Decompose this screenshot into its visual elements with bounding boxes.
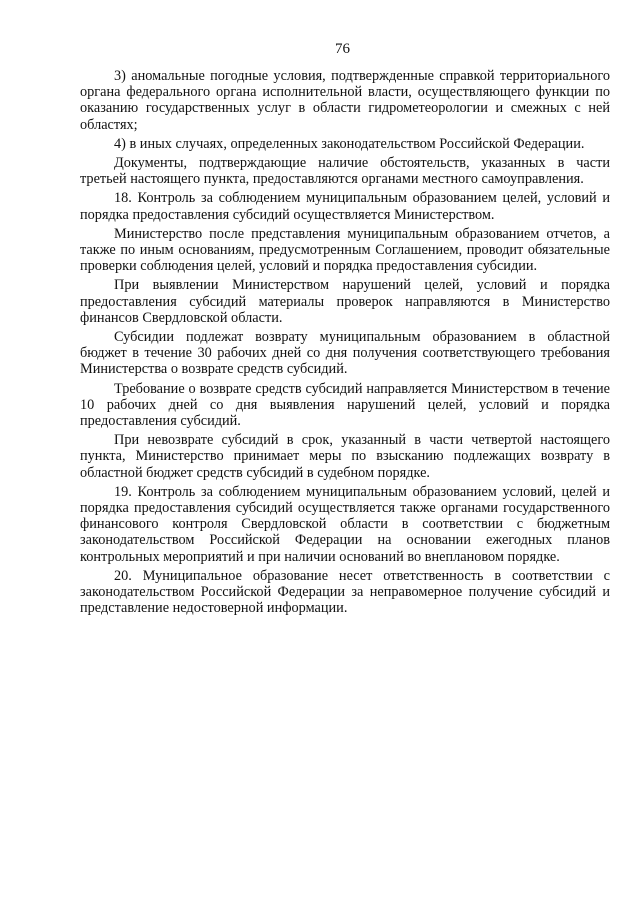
paragraph-documents: Документы, подтверждающие наличие обстоятельств, указанных в части третьей настоящего пункта, предоставляются органами местного самоуправления.: [80, 155, 610, 188]
paragraph-clause-20: 20. Муниципальное образование несет ответственность в соответствии с законодательством Российской Федерации за неправомерное получение субсидий и представление недостоверной информации.: [80, 567, 610, 617]
page-number: 76: [335, 41, 350, 57]
paragraph-ministry-checks: Министерство после представления муниципальным образованием отчетов, а также по иным основаниям, предусмотренным Соглашением, проводит обязательные проверки соблюдения целей, условий и порядка предоставления субсидии.: [80, 225, 610, 275]
paragraph-refund-demand: Требование о возврате средств субсидий направляется Министерством в течение 10 рабочих дней со дня выявления нарушений целей, условий и порядка предоставления субсидий.: [80, 380, 610, 430]
paragraph-item-3-weather: 3) аномальные погодные условия, подтвержденные справкой территориального органа федерального органа исполнительной власти, осуществляющего функции по оказанию государственных услуг в области гидрометеорологии и смежных с ней областях;: [80, 68, 610, 133]
paragraph-refund: Субсидии подлежат возврату муниципальным образованием в областной бюджет в течение 30 рабочих дней со дня получения соответствующего требования Министерства о возврате средств субсидий.: [80, 329, 610, 378]
paragraph-clause-19: 19. Контроль за соблюдением муниципальным образованием условий, целей и порядка предоставления субсидий осуществляется также органами государственного финансового контроля Свердловской области в соответствии с бюджетным законодательством Российской Федерации на основании ежегодных планов контрольных мероприятий и при наличии оснований во внеплановом порядке.: [80, 483, 610, 565]
document-body: [80, 68, 610, 620]
paragraph-item-4-other-cases: 4) в иных случаях, определенных законодательством Российской Федерации.: [114, 135, 585, 152]
paragraph-non-refund: При невозврате субсидий в срок, указанный в части четвертой настоящего пункта, Министерство принимает меры по взысканию подлежащих возврату в областной бюджет средств субсидий в судебном порядке.: [80, 432, 610, 481]
paragraph-clause-18: 18. Контроль за соблюдением муниципальным образованием целей, условий и порядка предоставления субсидий осуществляется Министерством.: [80, 190, 610, 223]
paragraph-violations: При выявлении Министерством нарушений целей, условий и порядка предоставления субсидий материалы проверок направляются в Министерство финансов Свердловской области.: [80, 277, 610, 326]
